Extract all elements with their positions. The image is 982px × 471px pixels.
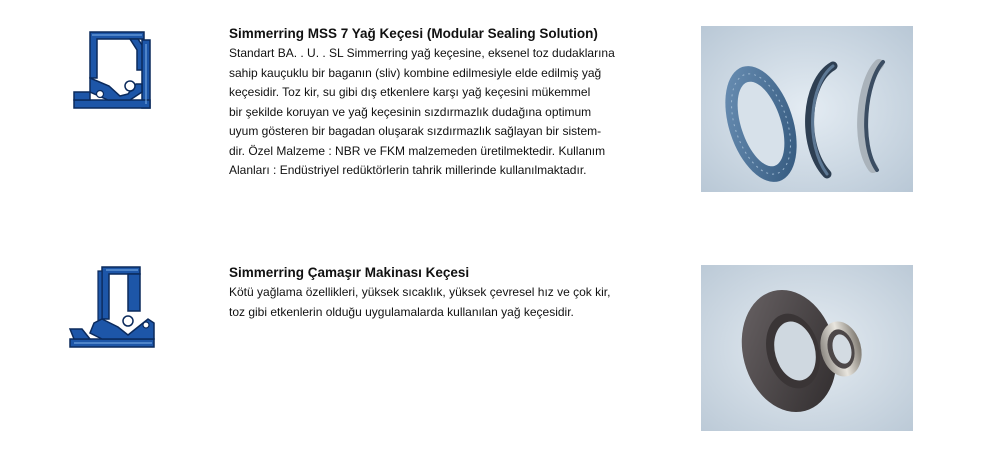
product-text: [229, 25, 689, 181]
description-line: uyum gösteren bir bagadan oluşarak sızdırmazlık sağlayan bir sistem-: [229, 124, 602, 138]
seal-cross-section-icon: [62, 263, 162, 360]
description-line: Standart BA. . U. . SL Simmerring yağ keçesine, eksenel toz dudaklarına: [229, 46, 615, 60]
product-description: [229, 283, 689, 322]
description-line: Alanları : Endüstriyel redüktörlerin tahrik millerinde kullanılmaktadır.: [229, 163, 587, 177]
seal-ring-photo: [701, 26, 913, 192]
description-line: keçesidir. Toz kir, su gibi dış etkenlere karşı yağ keçesini mükemmel: [229, 85, 591, 99]
product-title: Simmerring MSS 7 Yağ Keçesi (Modular Sealing Solution): [229, 26, 598, 41]
product-description: [229, 44, 689, 181]
product-entry-mss7: [0, 0, 982, 235]
product-entry-washing-machine: [0, 235, 982, 471]
product-text: [229, 264, 689, 322]
description-line: bir şekilde koruyan ve yağ keçesinin sızdırmazlık dudağına optimum: [229, 104, 592, 119]
description-line: toz gibi etkenlerin olduğu uygulamalarda kullanılan yağ keçesidir.: [229, 304, 574, 319]
description-line: dir. Özel Malzeme : NBR ve FKM malzemeden üretilmektedir. Kullanım: [229, 143, 606, 158]
seal-ring-photo: [701, 265, 913, 431]
product-title: Simmerring Çamaşır Makinası Keçesi: [229, 265, 470, 280]
seal-cross-section-icon: [64, 26, 159, 121]
description-line: sahip kauçuklu bir baganın (sliv) kombine edilmesiyle elde edilmiş yağ: [229, 65, 602, 80]
description-line: Kötü yağlama özellikleri, yüksek sıcaklık, yüksek çevresel hız ve çok kir,: [229, 285, 611, 299]
